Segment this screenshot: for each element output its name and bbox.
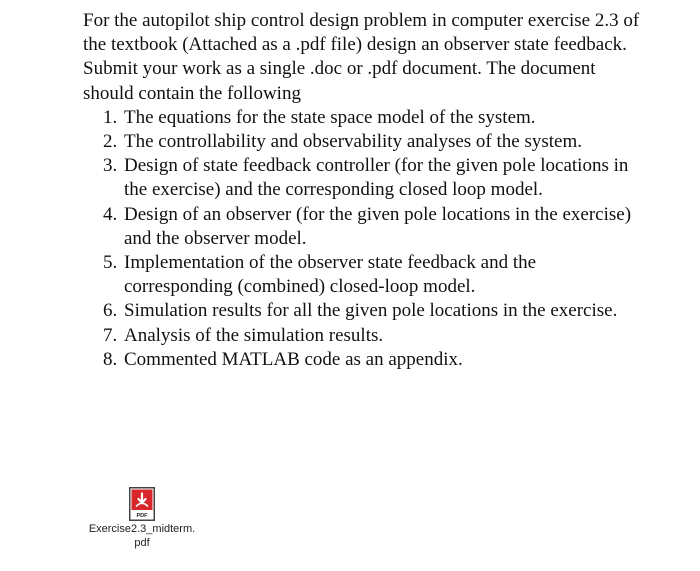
requirement-number: 1. [103, 106, 118, 128]
requirement-text: The controllability and observability analyses of the system. [124, 131, 583, 153]
requirement-item [83, 299, 643, 323]
requirement-text: Commented MATLAB code as an appendix. [124, 348, 463, 370]
attachment-file-extension: pdf [134, 537, 150, 549]
requirement-number: 6. [103, 300, 118, 322]
intro-paragraph: For the autopilot ship control design problem in computer exercise 2.3 of the textbook (Attached as a .pdf file) design an observer state feedback. Submit your work as a single .doc or .pdf document. The document should contain the following [83, 10, 640, 104]
requirement-item [83, 324, 643, 348]
requirement-text: Analysis of the simulation results. [124, 324, 384, 346]
pdf-file-icon [129, 487, 155, 521]
pdf-icon-label: PDF [136, 513, 148, 519]
attachment-file-name: Exercise2.3_midterm. [88, 523, 196, 535]
requirement-text: Implementation of the observer state feedback and the corresponding (combined) closed-loop model. [124, 252, 537, 298]
requirement-item [83, 154, 643, 202]
requirement-item [83, 251, 643, 299]
pdf-attachment[interactable] [78, 487, 206, 550]
requirement-text: Design of an observer (for the given pole locations in the exercise) and the observer model. [124, 203, 632, 249]
requirement-number: 2. [103, 131, 118, 153]
requirement-number: 7. [103, 324, 118, 346]
requirement-item [83, 203, 643, 251]
requirement-text: Design of state feedback controller (for the given pole locations in the exercise) and the corresponding closed loop model. [124, 155, 629, 201]
requirement-number: 3. [103, 155, 118, 177]
requirement-item [83, 348, 643, 372]
requirement-item [83, 130, 643, 154]
requirement-number: 4. [103, 203, 118, 225]
requirement-number: 5. [103, 252, 118, 274]
requirements-list [83, 106, 643, 372]
requirement-text: The equations for the state space model of the system. [124, 106, 536, 128]
requirement-text: Simulation results for all the given pole locations in the exercise. [124, 300, 618, 322]
requirement-number: 8. [103, 348, 118, 370]
assignment-document [83, 9, 643, 372]
requirement-item [83, 106, 643, 130]
